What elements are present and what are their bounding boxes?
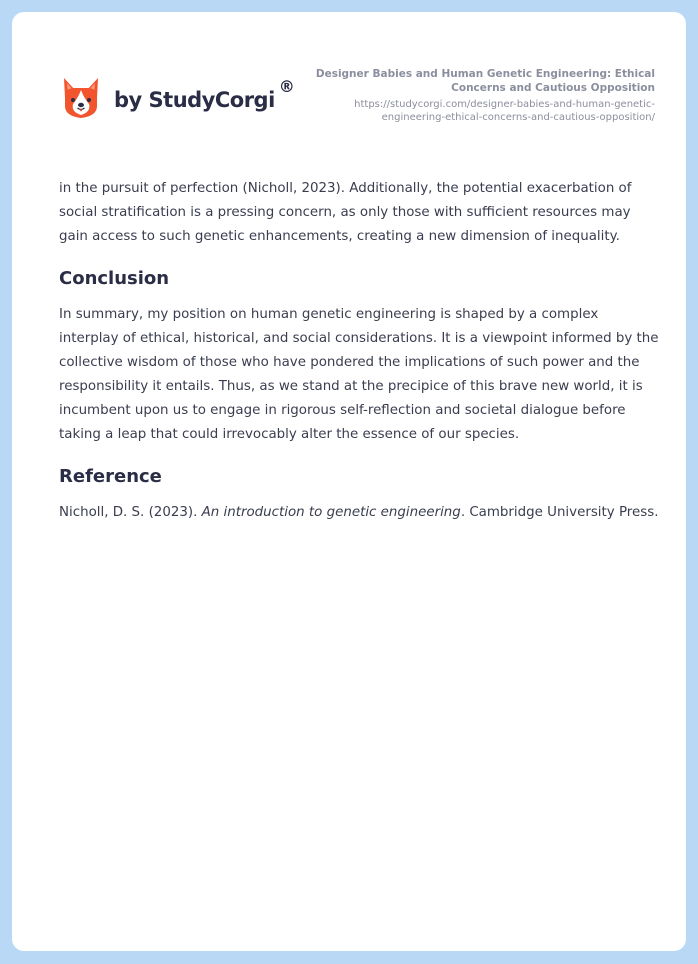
- reference-publisher: . Cambridge University Press.: [460, 505, 659, 520]
- conclusion-heading: Conclusion: [59, 268, 170, 289]
- document-meta: [295, 67, 655, 124]
- reference-title: An introduction to genetic engineering: [201, 505, 461, 520]
- registered-mark: ®: [278, 76, 295, 96]
- intro-paragraph: in the pursuit of perfection (Nicholl, 2023). Additionally, the potential exacerbation of social stratification is a pressing concern, as only those with sufficient resources may gain access to such genetic enhancements, creating a new dimension of inequality.: [59, 181, 632, 244]
- logo-wordmark: by StudyCorgi: [114, 88, 275, 112]
- document-page: [12, 12, 686, 951]
- corgi-head-icon: [61, 76, 101, 120]
- document-title: Designer Babies and Human Genetic Engineering: Ethical Concerns and Cautious Opposition: [315, 68, 655, 94]
- reference-heading: Reference: [59, 466, 162, 487]
- document-body: [59, 177, 659, 525]
- studycorgi-logo[interactable]: [61, 76, 295, 120]
- conclusion-paragraph: In summary, my position on human genetic engineering is shaped by a complex interplay of ethical, historical, and social considerations. It is a viewpoint informed by the collective wisdom of those who have pondered the implications of such power and the responsibility it entails. Thus, as we stand at the precipice of this brave new world, it is incumbent upon us to engage in rigorous self-reflection and societal dialogue before taking a leap that could irrevocably alter the essence of our species.: [59, 307, 659, 442]
- reference-entry: [59, 501, 659, 525]
- reference-authors: Nicholl, D. S. (2023).: [59, 505, 202, 520]
- document-url[interactable]: https://studycorgi.com/designer-babies-and-human-genetic-engineering-ethical-concerns-and-cautious-opposition/: [354, 99, 655, 123]
